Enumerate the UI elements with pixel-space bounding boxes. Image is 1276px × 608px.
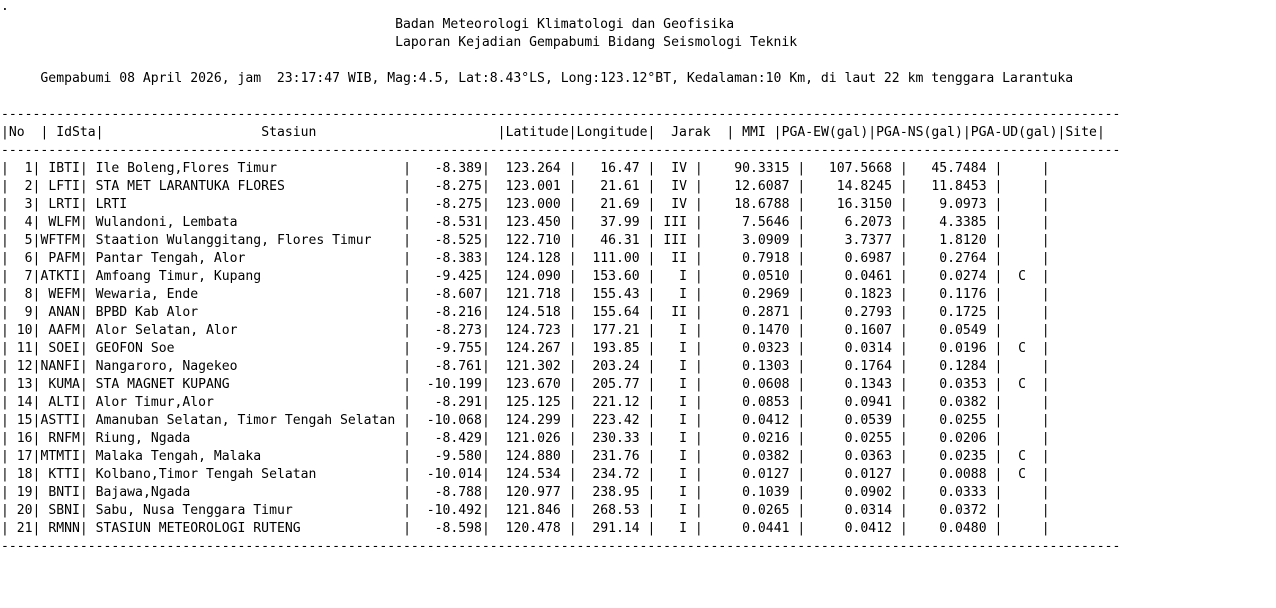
cell-stasiun: Alor Selatan, Alor	[95, 323, 404, 338]
cell-site	[1010, 431, 1034, 446]
cell-latitude: -8.761	[418, 359, 482, 374]
cell-idsta: RMNN	[40, 521, 80, 536]
cell-no: 16	[8, 431, 33, 446]
cell-idsta: KUMA	[40, 377, 80, 392]
cell-mmi: I	[663, 521, 687, 536]
table-body	[1, 160, 1120, 538]
header-separator: |	[710, 125, 743, 140]
cell-no: 4	[8, 215, 33, 230]
header-separator: |	[647, 125, 672, 140]
cell-pga-ew: 0.0412	[710, 413, 790, 428]
report-title-line	[1, 34, 1120, 52]
cell-stasiun: Wulandoni, Lembata	[95, 215, 404, 230]
cell-mmi: I	[663, 323, 687, 338]
cell-latitude: -9.580	[418, 449, 482, 464]
cell-latitude: -8.788	[418, 485, 482, 500]
cell-site	[1010, 287, 1034, 302]
cell-mmi: I	[663, 287, 687, 302]
cell-site: C	[1010, 467, 1034, 482]
cell-no: 21	[8, 521, 33, 536]
cell-no: 5	[8, 233, 33, 248]
cell-stasiun: Amfoang Timur, Kupang	[95, 269, 404, 284]
cell-jarak: 193.85	[584, 341, 640, 356]
cell-no: 18	[8, 467, 33, 482]
cell-stasiun: Pantar Tengah, Alor	[95, 251, 404, 266]
cell-stasiun: STASIUN METEOROLOGI RUTENG	[95, 521, 404, 536]
cell-jarak: 21.69	[584, 197, 640, 212]
cell-jarak: 205.77	[584, 377, 640, 392]
cell-site	[1010, 233, 1034, 248]
cell-mmi: III	[663, 233, 687, 248]
cell-pga-ns: 0.0363	[813, 449, 892, 464]
table-row: | 8| WEFM| Wewaria, Ende | -8.607| 121.718 | 155.43 | I | 0.2969 | 0.1823 | 0.1176 | |	[1, 287, 1050, 302]
report-title: Laporan Kejadian Gempabumi Bidang Seismologi Teknik	[395, 35, 798, 50]
cell-pga-ud: 0.0088	[915, 467, 987, 482]
cell-stasiun: BPBD Kab Alor	[95, 305, 404, 320]
cell-site	[1010, 359, 1034, 374]
cell-pga-ud: 1.8120	[915, 233, 987, 248]
table-row: | 11| SOEI| GEOFON Soe | -9.755| 124.267 | 193.85 | I | 0.0323 | 0.0314 | 0.0196 | C |	[1, 341, 1050, 356]
cell-stasiun: Staation Wulanggitang, Flores Timur	[95, 233, 404, 248]
cell-mmi: III	[663, 215, 687, 230]
table-row: | 6| PAFM| Pantar Tengah, Alor | -8.383| 124.128 | 111.00 | II | 0.7918 | 0.6987 | 0.2764 | |	[1, 251, 1050, 266]
cell-longitude: 121.302	[497, 359, 561, 374]
cell-latitude: -8.273	[418, 323, 482, 338]
cell-jarak: 111.00	[584, 251, 640, 266]
cell-latitude: -8.275	[418, 197, 482, 212]
cell-no: 2	[8, 179, 33, 194]
cell-site	[1010, 503, 1034, 518]
cell-pga-ns: 0.0127	[813, 467, 892, 482]
cell-idsta: RNFM	[40, 431, 80, 446]
cell-latitude: -9.425	[418, 269, 482, 284]
agency-indent	[1, 17, 395, 32]
cell-pga-ud: 0.0255	[915, 413, 987, 428]
cell-pga-ns: 0.0941	[813, 395, 892, 410]
cell-longitude: 123.450	[497, 215, 561, 230]
cell-pga-ew: 0.0441	[710, 521, 790, 536]
blank-line	[1, 88, 1120, 106]
rule-header: ----------------------------------------------------------------------------------------------------------------------------------------------	[1, 143, 1121, 158]
cell-longitude: 123.000	[497, 197, 561, 212]
cell-stasiun: GEOFON Soe	[95, 341, 404, 356]
cell-mmi: I	[663, 485, 687, 500]
table-row: | 21| RMNN| STASIUN METEOROLOGI RUTENG | -8.598| 120.478 | 291.14 | I | 0.0441 | 0.0412 | 0.0480 | |	[1, 521, 1050, 536]
cell-longitude: 124.128	[497, 251, 561, 266]
cell-no: 14	[8, 395, 33, 410]
cell-pga-ew: 0.0608	[710, 377, 790, 392]
cell-pga-ns: 0.0255	[813, 431, 892, 446]
cell-stasiun: Sabu, Nusa Tenggara Timur	[95, 503, 404, 518]
cell-longitude: 120.478	[497, 521, 561, 536]
cell-idsta: MTMTI	[40, 449, 80, 464]
cell-pga-ew: 0.0510	[710, 269, 790, 284]
table-header-row	[1, 124, 1120, 142]
cell-jarak: 221.12	[584, 395, 640, 410]
col-header-idsta: IdSta	[56, 125, 96, 140]
col-header-stasiun: Stasiun	[261, 125, 317, 140]
cell-mmi: IV	[663, 179, 687, 194]
cell-jarak: 153.60	[584, 269, 640, 284]
cell-pga-ud: 45.7484	[915, 161, 987, 176]
cell-pga-ns: 3.7377	[813, 233, 892, 248]
cell-idsta: SOEI	[40, 341, 80, 356]
col-header-pga-ns: PGA-NS(gal)	[876, 125, 963, 140]
blank-line	[1, 52, 1120, 70]
cell-latitude: -10.199	[418, 377, 482, 392]
cell-mmi: I	[663, 503, 687, 518]
cell-site	[1010, 251, 1034, 266]
cell-jarak: 46.31	[584, 233, 640, 248]
cell-pga-ud: 0.0549	[915, 323, 987, 338]
cell-jarak: 268.53	[584, 503, 640, 518]
cell-site	[1010, 305, 1034, 320]
cell-mmi: I	[663, 377, 687, 392]
cell-no: 11	[8, 341, 33, 356]
lead-mark: .	[1, 0, 9, 14]
col-header-site: Site	[1065, 125, 1097, 140]
cell-pga-ns: 0.1764	[813, 359, 892, 374]
cell-pga-ew: 0.0265	[710, 503, 790, 518]
cell-mmi: I	[663, 269, 687, 284]
event-summary: Gempabumi 08 April 2026, jam 23:17:47 WIB, Mag:4.5, Lat:8.43°LS, Long:123.12°BT, Kedalaman:10 Km, di laut 22 km tenggara Larantuka	[40, 71, 1074, 86]
table-row: | 2| LFTI| STA MET LARANTUKA FLORES | -8.275| 123.001 | 21.61 | IV | 12.6087 | 14.8245 | 11.8453 | |	[1, 179, 1050, 194]
cell-pga-ud: 0.0196	[915, 341, 987, 356]
cell-site	[1010, 179, 1034, 194]
cell-idsta: ALTI	[40, 395, 80, 410]
cell-pga-ud: 0.0382	[915, 395, 987, 410]
cell-mmi: I	[663, 413, 687, 428]
cell-pga-ew: 18.6788	[710, 197, 790, 212]
cell-mmi: II	[663, 251, 687, 266]
cell-jarak: 230.33	[584, 431, 640, 446]
table-row: | 13| KUMA| STA MAGNET KUPANG | -10.199| 123.670 | 205.77 | I | 0.0608 | 0.1343 | 0.0353 | C |	[1, 377, 1050, 392]
cell-stasiun: Nangaroro, Nagekeo	[95, 359, 404, 374]
cell-jarak: 177.21	[584, 323, 640, 338]
cell-latitude: -8.525	[418, 233, 482, 248]
rule-bottom: ----------------------------------------------------------------------------------------------------------------------------------------------	[1, 539, 1121, 554]
cell-pga-ew: 0.2871	[710, 305, 790, 320]
cell-mmi: I	[663, 431, 687, 446]
cell-no: 8	[8, 287, 33, 302]
cell-latitude: -8.531	[418, 215, 482, 230]
seismic-report	[1, 0, 1120, 556]
cell-pga-ud: 4.3385	[915, 215, 987, 230]
cell-pga-ud: 0.0333	[915, 485, 987, 500]
table-row: | 1| IBTI| Ile Boleng,Flores Timur | -8.389| 123.264 | 16.47 | IV | 90.3315 | 107.5668 | 45.7484 | |	[1, 161, 1050, 176]
cell-pga-ew: 0.1303	[710, 359, 790, 374]
cell-longitude: 124.723	[497, 323, 561, 338]
cell-stasiun: Alor Timur,Alor	[95, 395, 404, 410]
cell-no: 15	[8, 413, 33, 428]
cell-mmi: I	[663, 359, 687, 374]
cell-longitude: 124.267	[497, 341, 561, 356]
cell-idsta: IBTI	[40, 161, 80, 176]
cell-jarak: 155.43	[584, 287, 640, 302]
cell-no: 20	[8, 503, 33, 518]
table-row: | 9| ANAN| BPBD Kab Alor | -8.216| 124.518 | 155.64 | II | 0.2871 | 0.2793 | 0.1725 | |	[1, 305, 1050, 320]
cell-pga-ns: 0.0314	[813, 341, 892, 356]
cell-idsta: WFTFM	[40, 233, 80, 248]
table-row: | 5|WFTFM| Staation Wulanggitang, Flores Timur | -8.525| 122.710 | 46.31 | III | 3.0909 | 3.7377 | 1.8120 | |	[1, 233, 1050, 248]
event-line	[1, 70, 1120, 88]
header-separator: |	[1, 125, 9, 140]
cell-no: 13	[8, 377, 33, 392]
cell-mmi: IV	[663, 197, 687, 212]
cell-idsta: LFTI	[40, 179, 80, 194]
col-header-jarak: Jarak	[671, 125, 711, 140]
cell-site	[1010, 215, 1034, 230]
cell-pga-ud: 0.0235	[915, 449, 987, 464]
cell-stasiun: Malaka Tengah, Malaka	[95, 449, 404, 464]
cell-pga-ew: 0.2969	[710, 287, 790, 302]
table-row: | 7|ATKTI| Amfoang Timur, Kupang | -9.425| 124.090 | 153.60 | I | 0.0510 | 0.0461 | 0.0274 | C |	[1, 269, 1050, 284]
cell-no: 3	[8, 197, 33, 212]
cell-no: 10	[8, 323, 33, 338]
cell-idsta: NANFI	[40, 359, 80, 374]
cell-pga-ns: 107.5668	[813, 161, 892, 176]
cell-site: C	[1010, 269, 1034, 284]
cell-mmi: I	[663, 395, 687, 410]
cell-pga-ew: 0.1039	[710, 485, 790, 500]
cell-longitude: 120.977	[497, 485, 561, 500]
cell-pga-ud: 11.8453	[915, 179, 987, 194]
cell-mmi: II	[663, 305, 687, 320]
table-row: | 10| AAFM| Alor Selatan, Alor | -8.273| 124.723 | 177.21 | I | 0.1470 | 0.1607 | 0.0549 | |	[1, 323, 1050, 338]
report-title-indent	[1, 35, 395, 50]
cell-pga-ns: 0.1607	[813, 323, 892, 338]
cell-latitude: -9.755	[418, 341, 482, 356]
cell-longitude: 124.518	[497, 305, 561, 320]
cell-no: 7	[8, 269, 33, 284]
cell-mmi: I	[663, 341, 687, 356]
cell-site: C	[1010, 449, 1034, 464]
cell-longitude: 123.001	[497, 179, 561, 194]
table-row: | 4| WLFM| Wulandoni, Lembata | -8.531| 123.450 | 37.99 | III | 7.5646 | 6.2073 | 4.3385 | |	[1, 215, 1050, 230]
cell-pga-ns: 0.1823	[813, 287, 892, 302]
cell-longitude: 123.264	[497, 161, 561, 176]
cell-pga-ns: 14.8245	[813, 179, 892, 194]
cell-site	[1010, 197, 1034, 212]
cell-pga-ud: 0.0372	[915, 503, 987, 518]
table-row: | 15|ASTTI| Amanuban Selatan, Timor Tengah Selatan | -10.068| 124.299 | 223.42 | I | 0.0412 | 0.0539 | 0.0255 | |	[1, 413, 1050, 428]
header-separator: |	[868, 125, 877, 140]
cell-latitude: -8.429	[418, 431, 482, 446]
table-row: | 20| SBNI| Sabu, Nusa Tenggara Timur | -10.492| 121.846 | 268.53 | I | 0.0265 | 0.0314 | 0.0372 | |	[1, 503, 1050, 518]
cell-pga-ew: 0.1470	[710, 323, 790, 338]
col-header-no: No	[8, 125, 25, 140]
header-separator: |	[765, 125, 782, 140]
cell-pga-ew: 12.6087	[710, 179, 790, 194]
cell-latitude: -10.492	[418, 503, 482, 518]
cell-pga-ew: 0.0216	[710, 431, 790, 446]
cell-idsta: PAFM	[40, 251, 80, 266]
cell-no: 19	[8, 485, 33, 500]
cell-latitude: -8.598	[418, 521, 482, 536]
cell-jarak: 21.61	[584, 179, 640, 194]
header-separator: |	[568, 125, 577, 140]
cell-idsta: WLFM	[40, 215, 80, 230]
cell-pga-ns: 0.1343	[813, 377, 892, 392]
cell-idsta: SBNI	[40, 503, 80, 518]
cell-stasiun: Bajawa,Ngada	[95, 485, 404, 500]
cell-jarak: 234.72	[584, 467, 640, 482]
rule-top: ----------------------------------------------------------------------------------------------------------------------------------------------	[1, 107, 1121, 122]
col-header-pga-ud: PGA-UD(gal)	[970, 125, 1058, 140]
col-header-latitude: Latitude	[505, 125, 569, 140]
table-row: | 18| KTTI| Kolbano,Timor Tengah Selatan | -10.014| 124.534 | 234.72 | I | 0.0127 | 0.0127 | 0.0088 | C |	[1, 467, 1050, 482]
cell-site	[1010, 521, 1034, 536]
cell-longitude: 125.125	[497, 395, 561, 410]
cell-longitude: 124.534	[497, 467, 561, 482]
cell-pga-ud: 9.0973	[915, 197, 987, 212]
cell-no: 1	[8, 161, 33, 176]
cell-pga-ns: 0.6987	[813, 251, 892, 266]
cell-stasiun: Wewaria, Ende	[95, 287, 404, 302]
table-row: | 19| BNTI| Bajawa,Ngada | -8.788| 120.977 | 238.95 | I | 0.1039 | 0.0902 | 0.0333 | |	[1, 485, 1050, 500]
cell-jarak: 16.47	[584, 161, 640, 176]
cell-jarak: 238.95	[584, 485, 640, 500]
cell-idsta: LRTI	[40, 197, 80, 212]
cell-pga-ud: 0.0206	[915, 431, 987, 446]
cell-pga-ns: 0.0314	[813, 503, 892, 518]
cell-no: 17	[8, 449, 33, 464]
cell-pga-ns: 0.0412	[813, 521, 892, 536]
cell-mmi: I	[663, 449, 687, 464]
cell-pga-ud: 0.1725	[915, 305, 987, 320]
cell-pga-ew: 0.7918	[710, 251, 790, 266]
cell-jarak: 231.76	[584, 449, 640, 464]
cell-idsta: WEFM	[40, 287, 80, 302]
col-header-longitude: Longitude	[576, 125, 648, 140]
cell-idsta: ASTTI	[40, 413, 80, 428]
agency-name: Badan Meteorologi Klimatologi dan Geofisika	[395, 17, 735, 32]
cell-latitude: -10.068	[418, 413, 482, 428]
cell-stasiun: LRTI	[95, 197, 404, 212]
cell-latitude: -10.014	[418, 467, 482, 482]
cell-longitude: 121.026	[497, 431, 561, 446]
cell-stasiun: Riung, Ngada	[95, 431, 404, 446]
header-separator: |	[95, 125, 262, 140]
cell-pga-ew: 3.0909	[710, 233, 790, 248]
cell-longitude: 121.718	[497, 287, 561, 302]
cell-stasiun: Kolbano,Timor Tengah Selatan	[95, 467, 404, 482]
cell-pga-ns: 0.0461	[813, 269, 892, 284]
cell-jarak: 291.14	[584, 521, 640, 536]
cell-jarak: 155.64	[584, 305, 640, 320]
cell-pga-ew: 90.3315	[710, 161, 790, 176]
cell-latitude: -8.607	[418, 287, 482, 302]
cell-pga-ns: 0.0539	[813, 413, 892, 428]
cell-idsta: ANAN	[40, 305, 80, 320]
cell-longitude: 124.880	[497, 449, 561, 464]
cell-pga-ud: 0.0353	[915, 377, 987, 392]
cell-no: 12	[8, 359, 33, 374]
cell-latitude: -8.383	[418, 251, 482, 266]
cell-site: C	[1010, 341, 1034, 356]
cell-pga-ns: 6.2073	[813, 215, 892, 230]
cell-pga-ew: 0.0853	[710, 395, 790, 410]
cell-pga-ns: 0.2793	[813, 305, 892, 320]
cell-stasiun: STA MET LARANTUKA FLORES	[95, 179, 404, 194]
cell-latitude: -8.389	[418, 161, 482, 176]
cell-longitude: 124.299	[497, 413, 561, 428]
cell-jarak: 223.42	[584, 413, 640, 428]
col-header-pga-ew: PGA-EW(gal)	[781, 125, 869, 140]
cell-pga-ew: 0.0382	[710, 449, 790, 464]
cell-no: 6	[8, 251, 33, 266]
col-header-mmi: MMI	[742, 125, 766, 140]
cell-site	[1010, 161, 1034, 176]
cell-pga-ud: 0.0274	[915, 269, 987, 284]
table-row: | 17|MTMTI| Malaka Tengah, Malaka | -9.580| 124.880 | 231.76 | I | 0.0382 | 0.0363 | 0.0235 | C |	[1, 449, 1050, 464]
cell-mmi: I	[663, 467, 687, 482]
cell-pga-ud: 0.1284	[915, 359, 987, 374]
cell-site	[1010, 395, 1034, 410]
cell-idsta: ATKTI	[40, 269, 80, 284]
table-row: | 14| ALTI| Alor Timur,Alor | -8.291| 125.125 | 221.12 | I | 0.0853 | 0.0941 | 0.0382 | |	[1, 395, 1050, 410]
cell-idsta: KTTI	[40, 467, 80, 482]
header-separator: |	[962, 125, 971, 140]
cell-stasiun: STA MAGNET KUPANG	[95, 377, 404, 392]
cell-mmi: IV	[663, 161, 687, 176]
cell-jarak: 203.24	[584, 359, 640, 374]
cell-idsta: BNTI	[40, 485, 80, 500]
cell-longitude: 123.670	[497, 377, 561, 392]
cell-site: C	[1010, 377, 1034, 392]
cell-idsta: AAFM	[40, 323, 80, 338]
agency-line	[1, 16, 1120, 34]
table-row: | 16| RNFM| Riung, Ngada | -8.429| 121.026 | 230.33 | I | 0.0216 | 0.0255 | 0.0206 | |	[1, 431, 1050, 446]
header-separator: |	[1057, 125, 1066, 140]
cell-pga-ud: 0.2764	[915, 251, 987, 266]
cell-longitude: 124.090	[497, 269, 561, 284]
cell-pga-ns: 0.0902	[813, 485, 892, 500]
cell-longitude: 122.710	[497, 233, 561, 248]
event-indent	[1, 71, 40, 86]
cell-latitude: -8.216	[418, 305, 482, 320]
header-separator: |	[316, 125, 506, 140]
cell-pga-ew: 0.0323	[710, 341, 790, 356]
header-separator: |	[1096, 125, 1105, 140]
cell-stasiun: Amanuban Selatan, Timor Tengah Selatan	[95, 413, 404, 428]
cell-pga-ns: 16.3150	[813, 197, 892, 212]
cell-no: 9	[8, 305, 33, 320]
cell-site	[1010, 413, 1034, 428]
cell-latitude: -8.275	[418, 179, 482, 194]
cell-site	[1010, 323, 1034, 338]
cell-pga-ew: 7.5646	[710, 215, 790, 230]
header-separator: |	[24, 125, 57, 140]
cell-pga-ud: 0.0480	[915, 521, 987, 536]
cell-site	[1010, 485, 1034, 500]
cell-longitude: 121.846	[497, 503, 561, 518]
cell-stasiun: Ile Boleng,Flores Timur	[95, 161, 404, 176]
cell-latitude: -8.291	[418, 395, 482, 410]
cell-pga-ew: 0.0127	[710, 467, 790, 482]
cell-jarak: 37.99	[584, 215, 640, 230]
cell-pga-ud: 0.1176	[915, 287, 987, 302]
table-row: | 3| LRTI| LRTI | -8.275| 123.000 | 21.69 | IV | 18.6788 | 16.3150 | 9.0973 | |	[1, 197, 1050, 212]
table-row: | 12|NANFI| Nangaroro, Nagekeo | -8.761| 121.302 | 203.24 | I | 0.1303 | 0.1764 | 0.1284 | |	[1, 359, 1050, 374]
